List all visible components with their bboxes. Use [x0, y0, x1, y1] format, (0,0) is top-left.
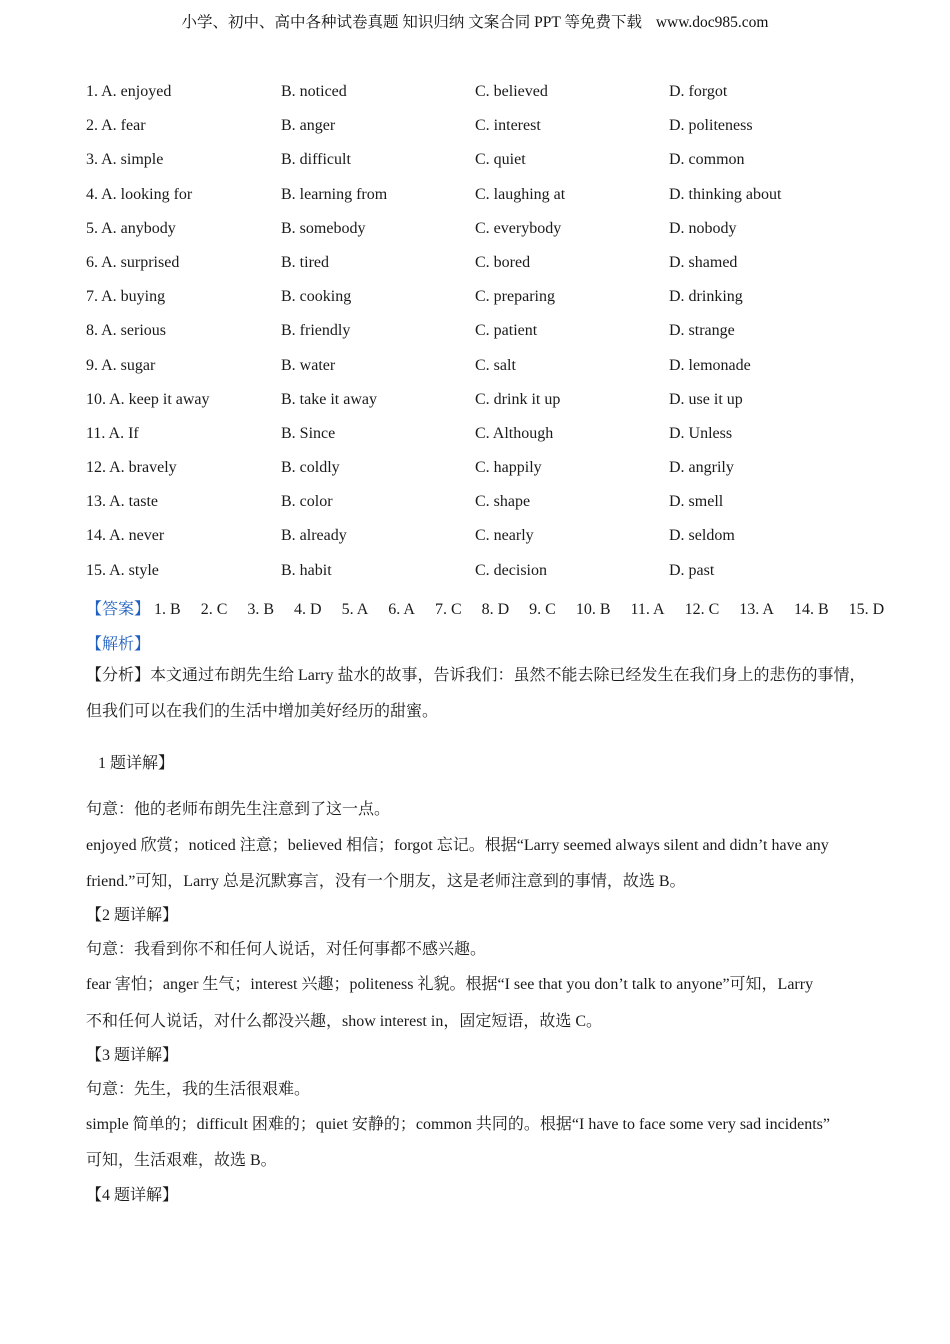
q1-heading: 1 题详解】: [98, 755, 175, 772]
option-b: B. take it away: [281, 390, 377, 408]
option-b: B. Since: [281, 424, 336, 442]
analysis-intro: 【分析】本文通过布朗先生给 Larry 盐水的故事，告诉我们：虽然不能去除已经发生在我们身上的悲伤的事情，但我们可以在我们的生活中增加美好经历的甜蜜。: [86, 667, 866, 720]
option-b: B. cooking: [281, 288, 352, 306]
option-c: C. quiet: [475, 151, 526, 169]
option-a: 7. A. buying: [86, 288, 166, 306]
option-b: B. noticed: [281, 83, 347, 100]
option-d: D. angrily: [669, 459, 734, 477]
option-a: 9. A. sugar: [86, 356, 156, 374]
option-b: B. habit: [281, 561, 332, 579]
q2-meaning: 句意：我看到你不和任何人说话，对任何事都不感兴趣。: [86, 941, 487, 958]
option-c: C. decision: [475, 561, 547, 579]
answer-item: 14. B: [793, 601, 829, 618]
option-c: C. happily: [475, 459, 542, 477]
q1-explanation-line2: friend.”可知，Larry 总是沉默寡言，没有一个朋友，这是老师注意到的事情，故选 B。: [86, 873, 686, 890]
option-c: C. salt: [475, 356, 516, 374]
option-d: D. politeness: [669, 117, 753, 135]
option-a: 13. A. taste: [86, 493, 158, 511]
option-row: [86, 220, 886, 254]
option-row: [86, 562, 886, 596]
q3-heading: 【3 题详解】: [86, 1047, 179, 1064]
option-row: [86, 357, 886, 391]
answer-item: 12. C: [684, 601, 720, 618]
option-b: B. coldly: [281, 459, 340, 477]
q3-meaning: 句意：先生，我的生活很艰难。: [86, 1081, 311, 1098]
option-d: D. forgot: [669, 83, 728, 100]
answer-item: 5. A: [341, 601, 369, 618]
option-d: D. thinking about: [669, 185, 782, 203]
option-a: 10. A. keep it away: [86, 390, 210, 408]
option-a: 4. A. looking for: [86, 185, 193, 203]
q3-explanation-line2: 可知，生活艰难，故选 B。: [86, 1152, 277, 1169]
answer-item: 4. D: [294, 601, 322, 618]
option-d: D. common: [669, 151, 745, 169]
option-row: [86, 288, 886, 322]
option-a: 11. A. If: [86, 424, 139, 442]
option-a: 3. A. simple: [86, 151, 164, 169]
answer-line: [86, 596, 884, 619]
option-a: 15. A. style: [86, 561, 159, 579]
answer-item: 7. C: [434, 601, 462, 618]
option-d: D. shamed: [669, 253, 738, 271]
option-row: [86, 83, 886, 117]
q4-heading: 【4 题详解】: [86, 1187, 179, 1204]
option-d: D. lemonade: [669, 356, 751, 374]
option-b: B. anger: [281, 117, 336, 135]
answer-item: 6. A: [388, 601, 415, 618]
option-a: 12. A. bravely: [86, 459, 177, 477]
option-d: D. drinking: [669, 288, 743, 306]
answer-item: 8. D: [481, 601, 510, 618]
option-d: D. strange: [669, 322, 735, 340]
option-b: B. friendly: [281, 322, 351, 340]
option-b: B. already: [281, 527, 347, 545]
answer-tag: 【答案】: [86, 601, 151, 618]
option-b: B. learning from: [281, 185, 388, 203]
option-c: C. interest: [475, 117, 541, 135]
option-row: [86, 527, 886, 561]
q1-explanation-line1: enjoyed 欣赏；noticed 注意；believed 相信；forgot 忘记。根据“Larry seemed always silent and didn’t have any: [86, 837, 829, 854]
option-row: [86, 322, 886, 356]
option-a: 1. A. enjoyed: [86, 83, 172, 100]
option-d: D. past: [669, 561, 715, 579]
option-row: [86, 459, 886, 493]
option-d: D. nobody: [669, 219, 737, 237]
options-table: [86, 83, 886, 596]
analysis-tag: 【解析】: [86, 636, 151, 653]
option-c: C. drink it up: [475, 390, 561, 408]
answer-item: 9. C: [529, 601, 556, 618]
option-b: B. color: [281, 493, 333, 511]
answer-item: 10. B: [575, 601, 611, 618]
option-a: 14. A. never: [86, 527, 165, 545]
option-c: C. believed: [475, 83, 548, 100]
answer-item: 15. D: [848, 601, 885, 618]
option-row: [86, 254, 886, 288]
answer-item: 13. A: [739, 601, 774, 618]
option-d: D. smell: [669, 493, 724, 511]
header-title: 小学、初中、高中各种试卷真题 知识归纳 文案合同 PPT 等免费下载: [181, 14, 642, 31]
option-a: 2. A. fear: [86, 117, 146, 135]
q2-explanation-line2: 不和任何人说话，对什么都没兴趣，show interest in，固定短语，故选 C。: [86, 1013, 602, 1030]
option-d: D. seldom: [669, 527, 735, 545]
option-row: [86, 425, 886, 459]
answer-item: 2. C: [200, 601, 228, 618]
answer-item: 11. A: [630, 601, 665, 618]
option-c: C. bored: [475, 253, 531, 271]
option-b: B. water: [281, 356, 336, 374]
answer-item: 1. B: [154, 601, 181, 618]
option-c: C. shape: [475, 493, 531, 511]
option-row: [86, 186, 886, 220]
option-d: D. Unless: [669, 424, 733, 442]
q3-explanation-line1: simple 简单的；difficult 困难的；quiet 安静的；common 共同的。根据“I have to face some very sad incidents”: [86, 1116, 831, 1133]
option-c: C. preparing: [475, 288, 555, 306]
option-d: D. use it up: [669, 390, 743, 408]
option-c: C. patient: [475, 322, 538, 340]
q2-explanation-line1: fear 害怕；anger 生气；interest 兴趣；politeness 礼貌。根据“I see that you don’t talk to anyone”可知，Larry: [86, 976, 814, 993]
option-row: [86, 151, 886, 185]
option-row: [86, 493, 886, 527]
q1-meaning: 句意：他的老师布朗先生注意到了这一点。: [86, 801, 391, 818]
option-a: 5. A. anybody: [86, 219, 176, 237]
option-b: B. tired: [281, 253, 329, 271]
option-c: C. laughing at: [475, 185, 566, 203]
option-b: B. difficult: [281, 151, 351, 169]
option-c: C. Although: [475, 424, 554, 442]
option-c: C. everybody: [475, 219, 562, 237]
option-a: 8. A. serious: [86, 322, 166, 340]
option-b: B. somebody: [281, 219, 366, 237]
option-row: [86, 391, 886, 425]
option-row: [86, 117, 886, 151]
option-c: C. nearly: [475, 527, 534, 545]
q2-heading: 【2 题详解】: [86, 907, 179, 924]
page-header: [0, 10, 950, 32]
answer-item: 3. B: [247, 601, 275, 618]
option-a: 6. A. surprised: [86, 253, 180, 271]
header-url[interactable]: www.doc985.com: [655, 14, 769, 31]
